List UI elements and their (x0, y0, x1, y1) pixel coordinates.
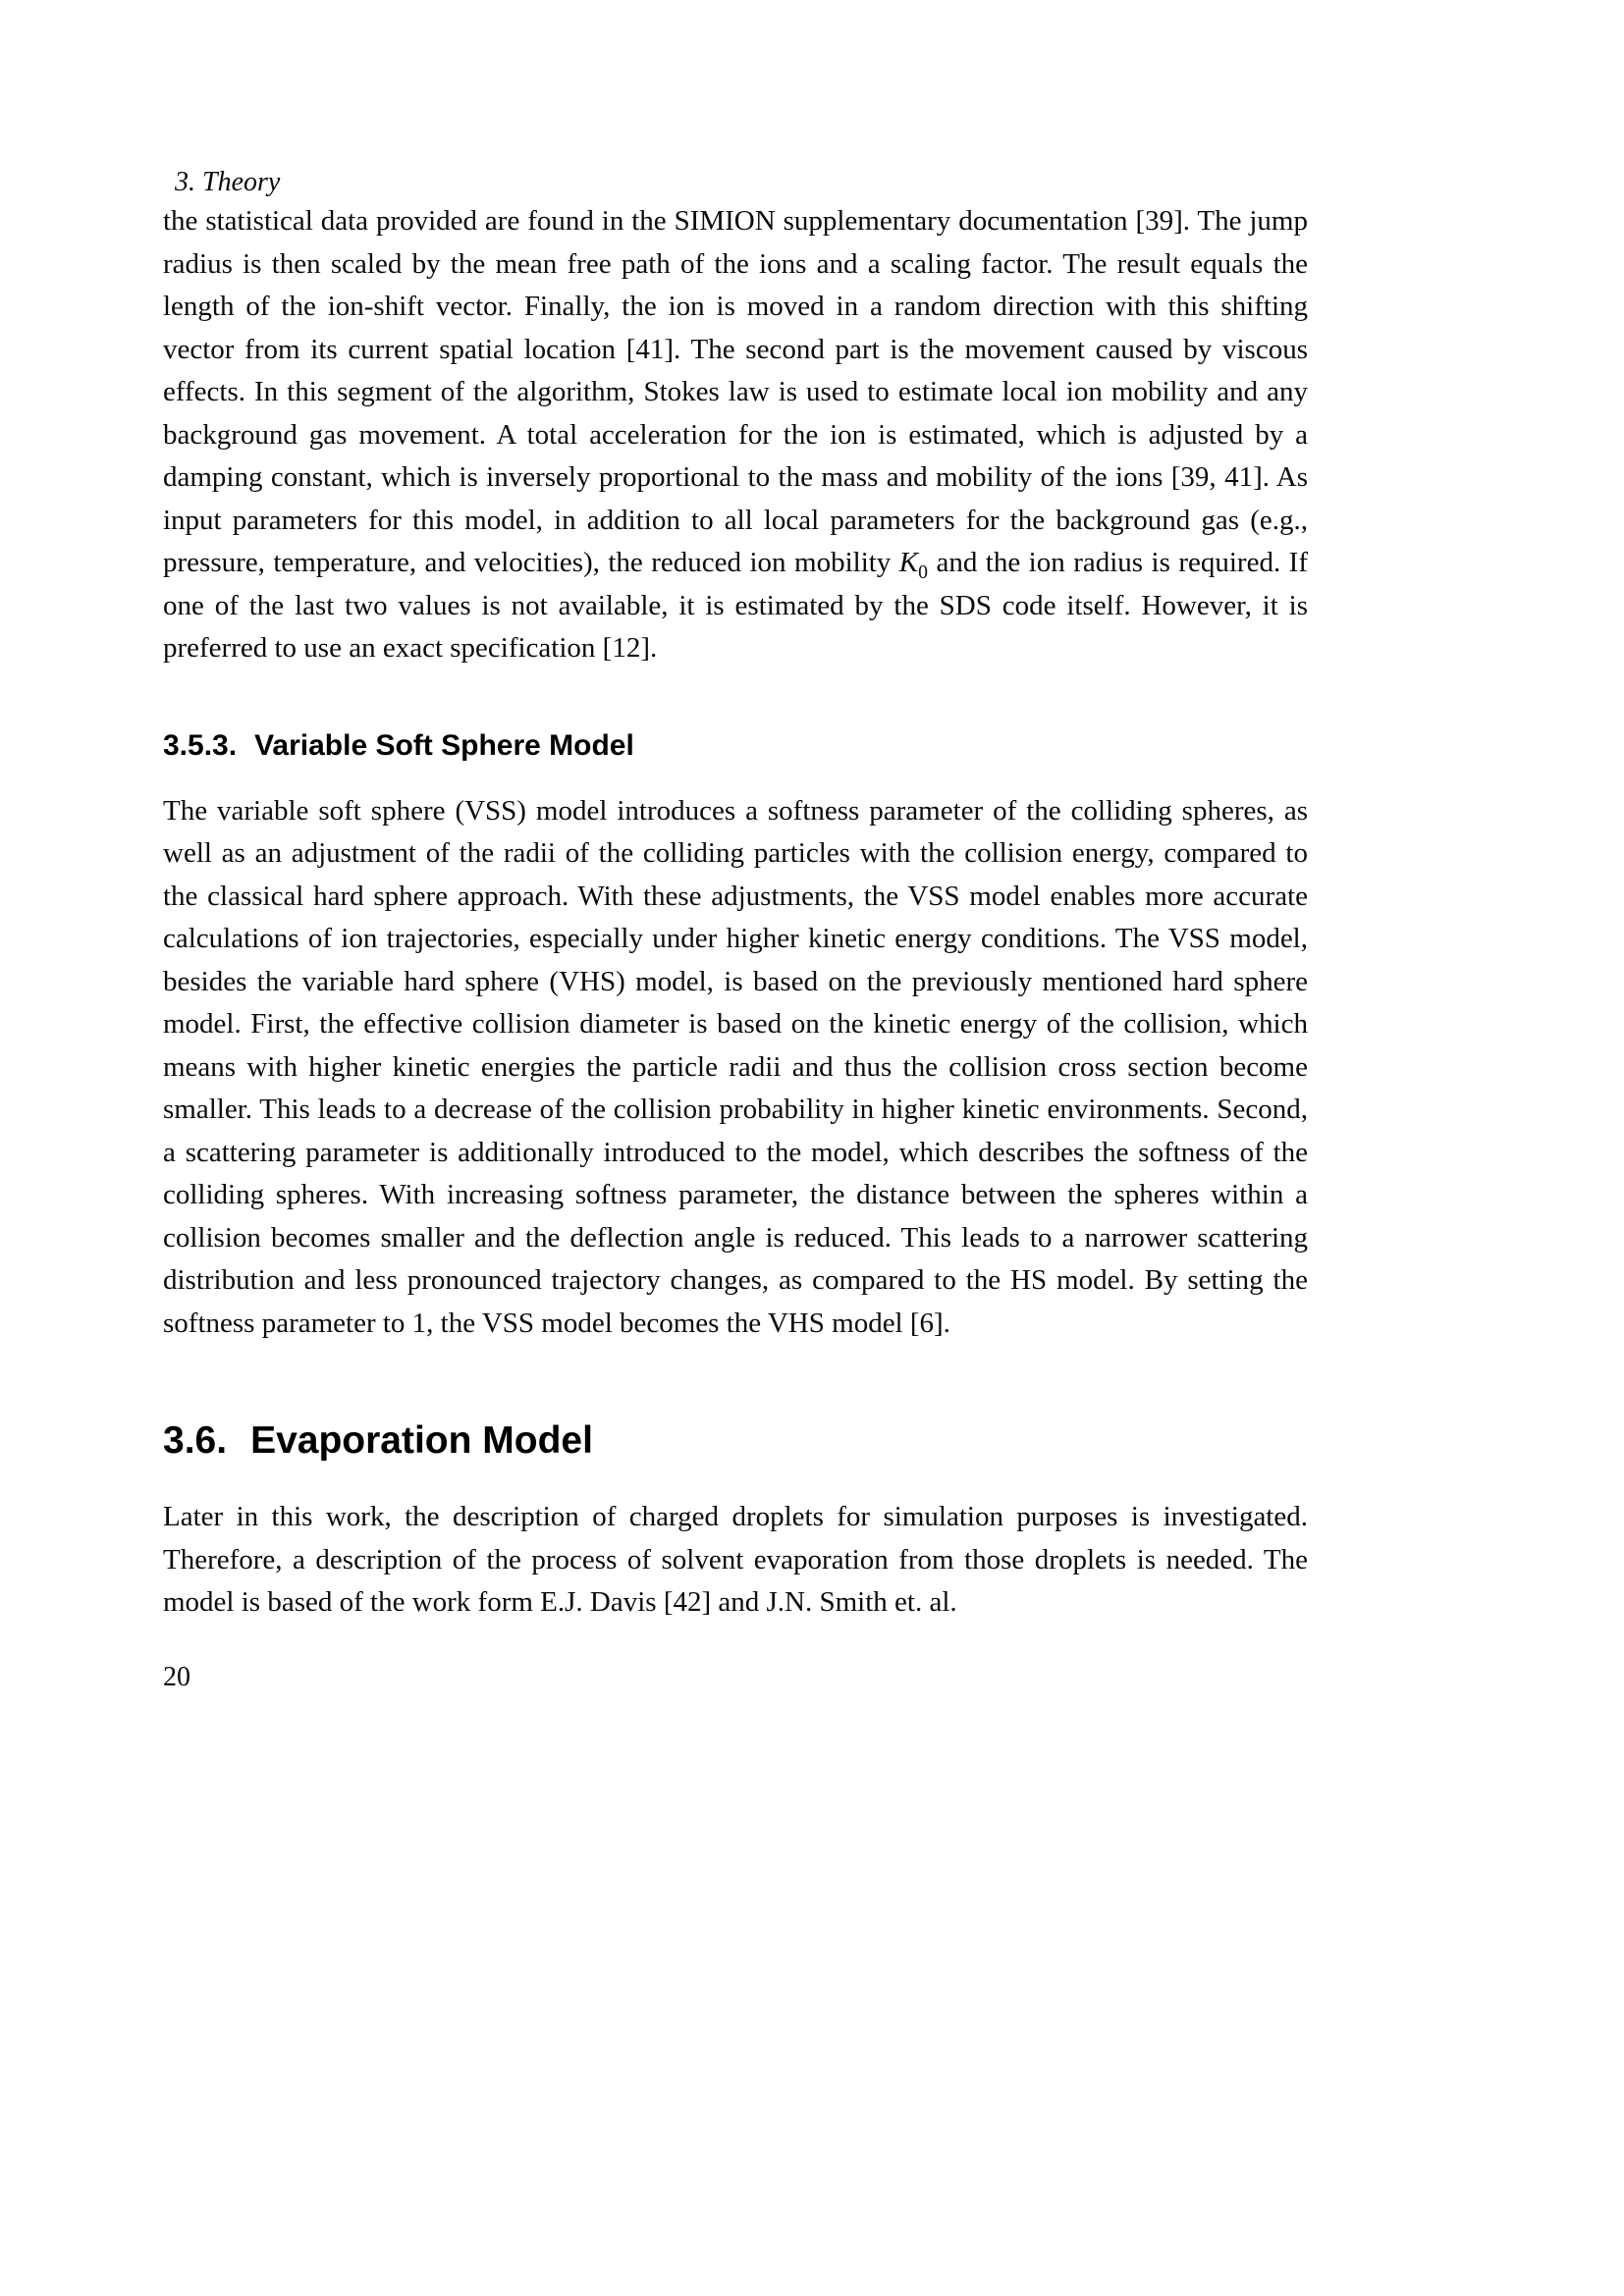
section-number-vss: 3.5.3. (163, 728, 238, 762)
paragraph-sds-model (163, 200, 1308, 670)
running-header: 3. Theory (175, 167, 281, 197)
paragraph-vss: The variable soft sphere (VSS) model introduces a softness parameter of the colliding spheres, as well as an adjustment of the radii of the colliding particles with the collision energy, compared to the classical hard sphere approach. With these adjustments, the VSS model enables more accurate calculations of ion trajectories, especially under higher kinetic energy conditions. The VSS model, besides the variable hard sphere (VHS) model, is based on the previously mentioned hard sphere model. First, the effective collision diameter is based on the kinetic energy of the collision, which means with higher kinetic energies the particle radii and thus the collision cross section become smaller. This leads to a decrease of the collision probability in higher kinetic environments. Second, a scattering parameter is additionally introduced to the model, which describes the softness of the colliding spheres. With increasing softness parameter, the distance between the spheres within a collision becomes smaller and the deflection angle is reduced. This leads to a narrower scattering distribution and less pronounced trajectory changes, as compared to the HS model. By setting the softness parameter to 1, the VSS model becomes the VHS model [6]. (163, 794, 1308, 1339)
paragraph-evaporation: Later in this work, the description of charged droplets for simulation purposes is investigated. Therefore, a description of the process of solvent evaporation from those droplets is needed. The model is based of the work form E.J. Davis [42] and J.N. Smith et. al. (163, 1501, 1308, 1618)
math-subscript-zero: 0 (918, 561, 928, 583)
page-number: 20 (163, 1661, 190, 1692)
section-title-vss: Variable Soft Sphere Model (254, 728, 634, 762)
section-number-evaporation: 3.6. (163, 1419, 228, 1462)
paragraph-text-after-math: and the ion radius is required. If one of the last two values is not available, it is estimated by the SDS code itself. However, it is preferred to use an exact specification [12]. (163, 547, 1308, 664)
paragraph-text-before-math: the statistical data provided are found in the SIMION supplementary documentation [39]. The jump radius is then scaled by the mean free path of the ions and a scaling factor. The result equals the length of the ion-shift vector. Finally, the ion is moved in a random direction with this shifting vector from its current spatial location [41]. The second part is the movement caused by viscous effects. In this segment of the algorithm, Stokes law is used to estimate local ion mobility and any background gas movement. A total acceleration for the ion is estimated, which is adjusted by a damping constant, which is inversely proportional to the mass and mobility of the ions [39, 41]. As input parameters for this model, in addition to all local parameters for the background gas (e.g., pressure, temperature, and velocities), the reduced ion mobility (163, 205, 1308, 578)
math-variable-k: K (898, 547, 919, 578)
section-heading-evaporation (163, 1417, 1308, 1465)
section-heading-vss (163, 727, 1308, 765)
text-block (163, 165, 1308, 1695)
section-title-evaporation: Evaporation Model (250, 1419, 593, 1462)
